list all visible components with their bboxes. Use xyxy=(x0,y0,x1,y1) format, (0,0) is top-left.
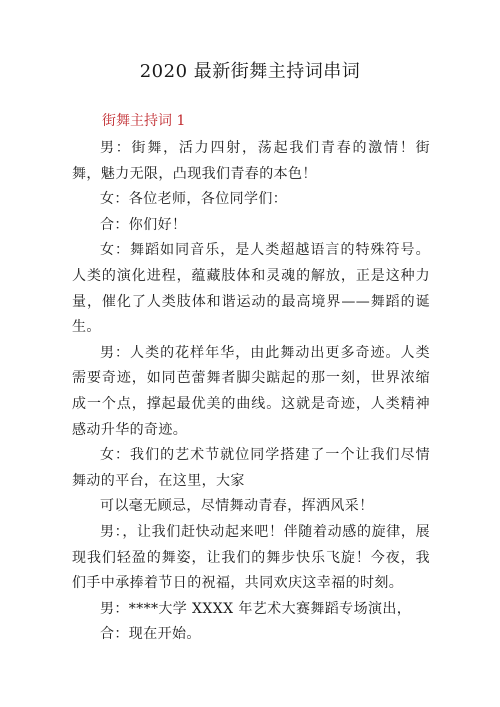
paragraph: 男：人类的花样年华，由此舞动出更多奇迹。人类需要奇迹，如同芭蕾舞者脚尖踮起的那一刻，世界浓缩成一个点，撑起最优美的曲线。这就是奇迹，人类精神感动升华的奇迹。 xyxy=(72,344,430,438)
document-body xyxy=(72,136,430,648)
paragraph: 男：街舞，活力四射，荡起我们青春的激情！街舞，魅力无限，凸现我们青春的本色！ xyxy=(72,140,430,182)
paragraph: 女：我们的艺术节就位同学搭建了一个让我们尽情舞动的平台，在这里，大家 xyxy=(72,447,430,489)
paragraph: 合：你们好！ xyxy=(100,216,187,233)
paragraph: 合：现在开始。 xyxy=(100,626,201,643)
paragraph: 女：舞蹈如同音乐，是人类超越语言的特殊符号。人类的演化进程，蕴藏肢体和灵魂的解放，正是这种力量，催化了人类肢体和谐运动的最高境界——舞蹈的诞生。 xyxy=(72,242,430,336)
paragraph: 可以毫无顾忌，尽情舞动青春，挥洒风采！ xyxy=(100,498,374,515)
paragraph: 男：，让我们赶快动起来吧！伴随着动感的旋律，展现我们轻盈的舞姿，让我们的舞步快乐飞旋！今夜，我们手中承捧着节日的祝福，共同欢庆这幸福的时刻。 xyxy=(72,523,430,592)
section-heading: 街舞主持词 1 xyxy=(102,113,186,129)
paragraph: 男：****大学 XXXX 年艺术大赛舞蹈专场演出， xyxy=(100,600,412,617)
document-title: 2020 最新街舞主持词串词 xyxy=(139,61,361,82)
paragraph: 女：各位老师，各位同学们： xyxy=(100,191,288,208)
